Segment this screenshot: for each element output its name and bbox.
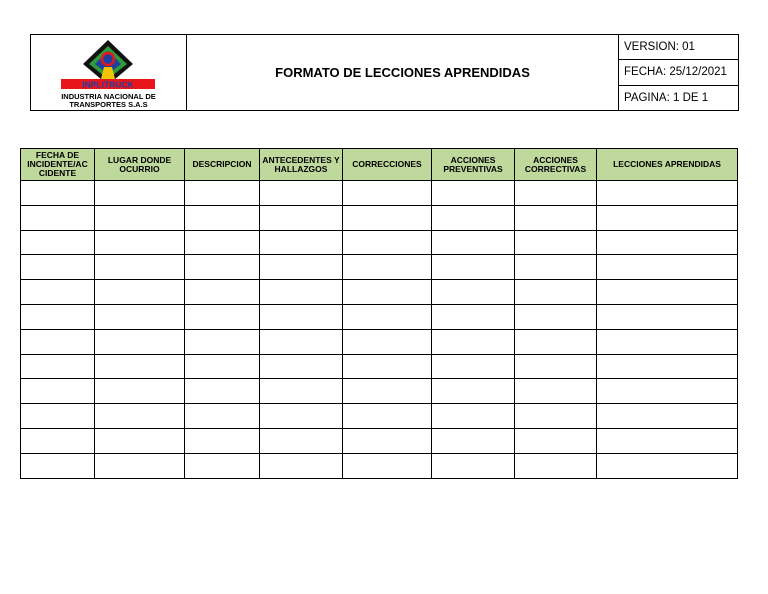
- column-header: LUGAR DONDE OCURRIO: [95, 149, 185, 181]
- table-cell[interactable]: [21, 404, 95, 429]
- table-cell[interactable]: [260, 255, 343, 280]
- table-row: [21, 181, 738, 206]
- table-cell[interactable]: [343, 404, 432, 429]
- table-cell[interactable]: [185, 404, 260, 429]
- table-cell[interactable]: [515, 230, 597, 255]
- table-cell[interactable]: [21, 205, 95, 230]
- table-cell[interactable]: [260, 230, 343, 255]
- table-cell[interactable]: [21, 280, 95, 305]
- table-cell[interactable]: [432, 453, 515, 478]
- table-cell[interactable]: [597, 379, 738, 404]
- table-cell[interactable]: [95, 453, 185, 478]
- table-cell[interactable]: [343, 304, 432, 329]
- table-cell[interactable]: [95, 181, 185, 206]
- table-cell[interactable]: [343, 379, 432, 404]
- table-cell[interactable]: [515, 453, 597, 478]
- table-cell[interactable]: [95, 329, 185, 354]
- table-cell[interactable]: [515, 329, 597, 354]
- table-cell[interactable]: [597, 404, 738, 429]
- table-cell[interactable]: [185, 304, 260, 329]
- table-cell[interactable]: [185, 354, 260, 379]
- table-header-row: [21, 149, 738, 181]
- table-row: [21, 280, 738, 305]
- table-cell[interactable]: [432, 428, 515, 453]
- table-cell[interactable]: [597, 304, 738, 329]
- table-cell[interactable]: [185, 255, 260, 280]
- table-cell[interactable]: [432, 304, 515, 329]
- table-row: [21, 255, 738, 280]
- table-cell[interactable]: [597, 354, 738, 379]
- table-cell[interactable]: [515, 304, 597, 329]
- table-cell[interactable]: [95, 255, 185, 280]
- logo-graphic: [59, 39, 157, 91]
- table-cell[interactable]: [185, 205, 260, 230]
- table-cell[interactable]: [21, 453, 95, 478]
- document-title: FORMATO DE LECCIONES APRENDIDAS: [187, 35, 619, 110]
- table-cell[interactable]: [260, 280, 343, 305]
- table-cell[interactable]: [95, 280, 185, 305]
- table-cell[interactable]: [343, 181, 432, 206]
- column-header: ANTECEDENTES Y HALLAZGOS: [260, 149, 343, 181]
- table-cell[interactable]: [432, 329, 515, 354]
- table-cell[interactable]: [343, 453, 432, 478]
- table-cell[interactable]: [343, 354, 432, 379]
- document-meta: [619, 35, 738, 110]
- table-cell[interactable]: [21, 230, 95, 255]
- table-row: [21, 354, 738, 379]
- table-cell[interactable]: [343, 329, 432, 354]
- table-cell[interactable]: [21, 304, 95, 329]
- date-field: FECHA: 25/12/2021: [619, 60, 738, 85]
- table-cell[interactable]: [515, 255, 597, 280]
- table-cell[interactable]: [260, 453, 343, 478]
- table-cell[interactable]: [21, 379, 95, 404]
- table-cell[interactable]: [95, 379, 185, 404]
- table-cell[interactable]: [260, 205, 343, 230]
- table-cell[interactable]: [185, 379, 260, 404]
- table-cell[interactable]: [185, 329, 260, 354]
- table-cell[interactable]: [95, 230, 185, 255]
- table-cell[interactable]: [260, 329, 343, 354]
- company-name-line2: TRANSPORTES S.A.S: [69, 100, 148, 109]
- table-cell[interactable]: [343, 255, 432, 280]
- table-body: [21, 181, 738, 479]
- table-cell[interactable]: [597, 329, 738, 354]
- table-cell[interactable]: [432, 379, 515, 404]
- table-cell[interactable]: [21, 255, 95, 280]
- table-cell[interactable]: [515, 379, 597, 404]
- column-header: LECCIONES APRENDIDAS: [597, 149, 738, 181]
- table-cell[interactable]: [597, 255, 738, 280]
- table-cell[interactable]: [597, 280, 738, 305]
- table-cell[interactable]: [432, 404, 515, 429]
- table-cell[interactable]: [432, 280, 515, 305]
- table-cell[interactable]: [21, 428, 95, 453]
- table-cell[interactable]: [515, 428, 597, 453]
- table-cell[interactable]: [343, 280, 432, 305]
- table-cell[interactable]: [432, 205, 515, 230]
- table-cell[interactable]: [95, 404, 185, 429]
- table-row: [21, 329, 738, 354]
- company-name: [31, 93, 186, 109]
- table-cell[interactable]: [432, 255, 515, 280]
- table-cell[interactable]: [597, 428, 738, 453]
- table-row: [21, 379, 738, 404]
- table-cell[interactable]: [597, 181, 738, 206]
- table-row: [21, 453, 738, 478]
- column-header: DESCRIPCION: [185, 149, 260, 181]
- company-name-line1: INDUSTRIA NACIONAL DE: [61, 92, 156, 101]
- table-row: [21, 230, 738, 255]
- table-cell[interactable]: [95, 205, 185, 230]
- table-cell[interactable]: [95, 428, 185, 453]
- table-cell[interactable]: [343, 230, 432, 255]
- table-cell[interactable]: [260, 404, 343, 429]
- table-cell[interactable]: [260, 304, 343, 329]
- table-cell[interactable]: [21, 329, 95, 354]
- table-cell[interactable]: [260, 181, 343, 206]
- table-cell[interactable]: [185, 428, 260, 453]
- table-cell[interactable]: [432, 354, 515, 379]
- table-cell[interactable]: [95, 304, 185, 329]
- table-cell[interactable]: [185, 280, 260, 305]
- table-row: [21, 428, 738, 453]
- company-logo: [59, 39, 157, 91]
- lessons-table: [20, 148, 738, 479]
- table-cell[interactable]: [515, 404, 597, 429]
- table-cell[interactable]: [343, 205, 432, 230]
- table-row: [21, 205, 738, 230]
- table-cell[interactable]: [343, 428, 432, 453]
- table-cell[interactable]: [597, 205, 738, 230]
- table-cell[interactable]: [597, 453, 738, 478]
- table-row: [21, 304, 738, 329]
- logo-cell: [31, 35, 187, 110]
- table-cell[interactable]: [260, 379, 343, 404]
- table-cell[interactable]: [21, 181, 95, 206]
- table-cell[interactable]: [432, 230, 515, 255]
- table-row: [21, 404, 738, 429]
- table-cell[interactable]: [515, 181, 597, 206]
- column-header: CORRECCIONES: [343, 149, 432, 181]
- logo-wordmark: INPLITRUCK: [82, 79, 134, 90]
- table-cell[interactable]: [95, 354, 185, 379]
- table-cell[interactable]: [515, 354, 597, 379]
- column-header: FECHA DE INCIDENTE/AC CIDENTE: [21, 149, 95, 181]
- page-field: PAGINA: 1 DE 1: [624, 91, 709, 104]
- table-cell[interactable]: [597, 230, 738, 255]
- column-header: ACCIONES PREVENTIVAS: [432, 149, 515, 181]
- table-cell[interactable]: [185, 453, 260, 478]
- version-field: VERSION: 01: [619, 35, 738, 60]
- column-header: ACCIONES CORRECTIVAS: [515, 149, 597, 181]
- table-cell[interactable]: [260, 428, 343, 453]
- table-cell[interactable]: [515, 280, 597, 305]
- table-cell[interactable]: [260, 354, 343, 379]
- table-cell[interactable]: [185, 230, 260, 255]
- table-cell[interactable]: [432, 181, 515, 206]
- table-cell[interactable]: [515, 205, 597, 230]
- table-cell[interactable]: [21, 354, 95, 379]
- table-cell[interactable]: [185, 181, 260, 206]
- document-header: [30, 34, 739, 111]
